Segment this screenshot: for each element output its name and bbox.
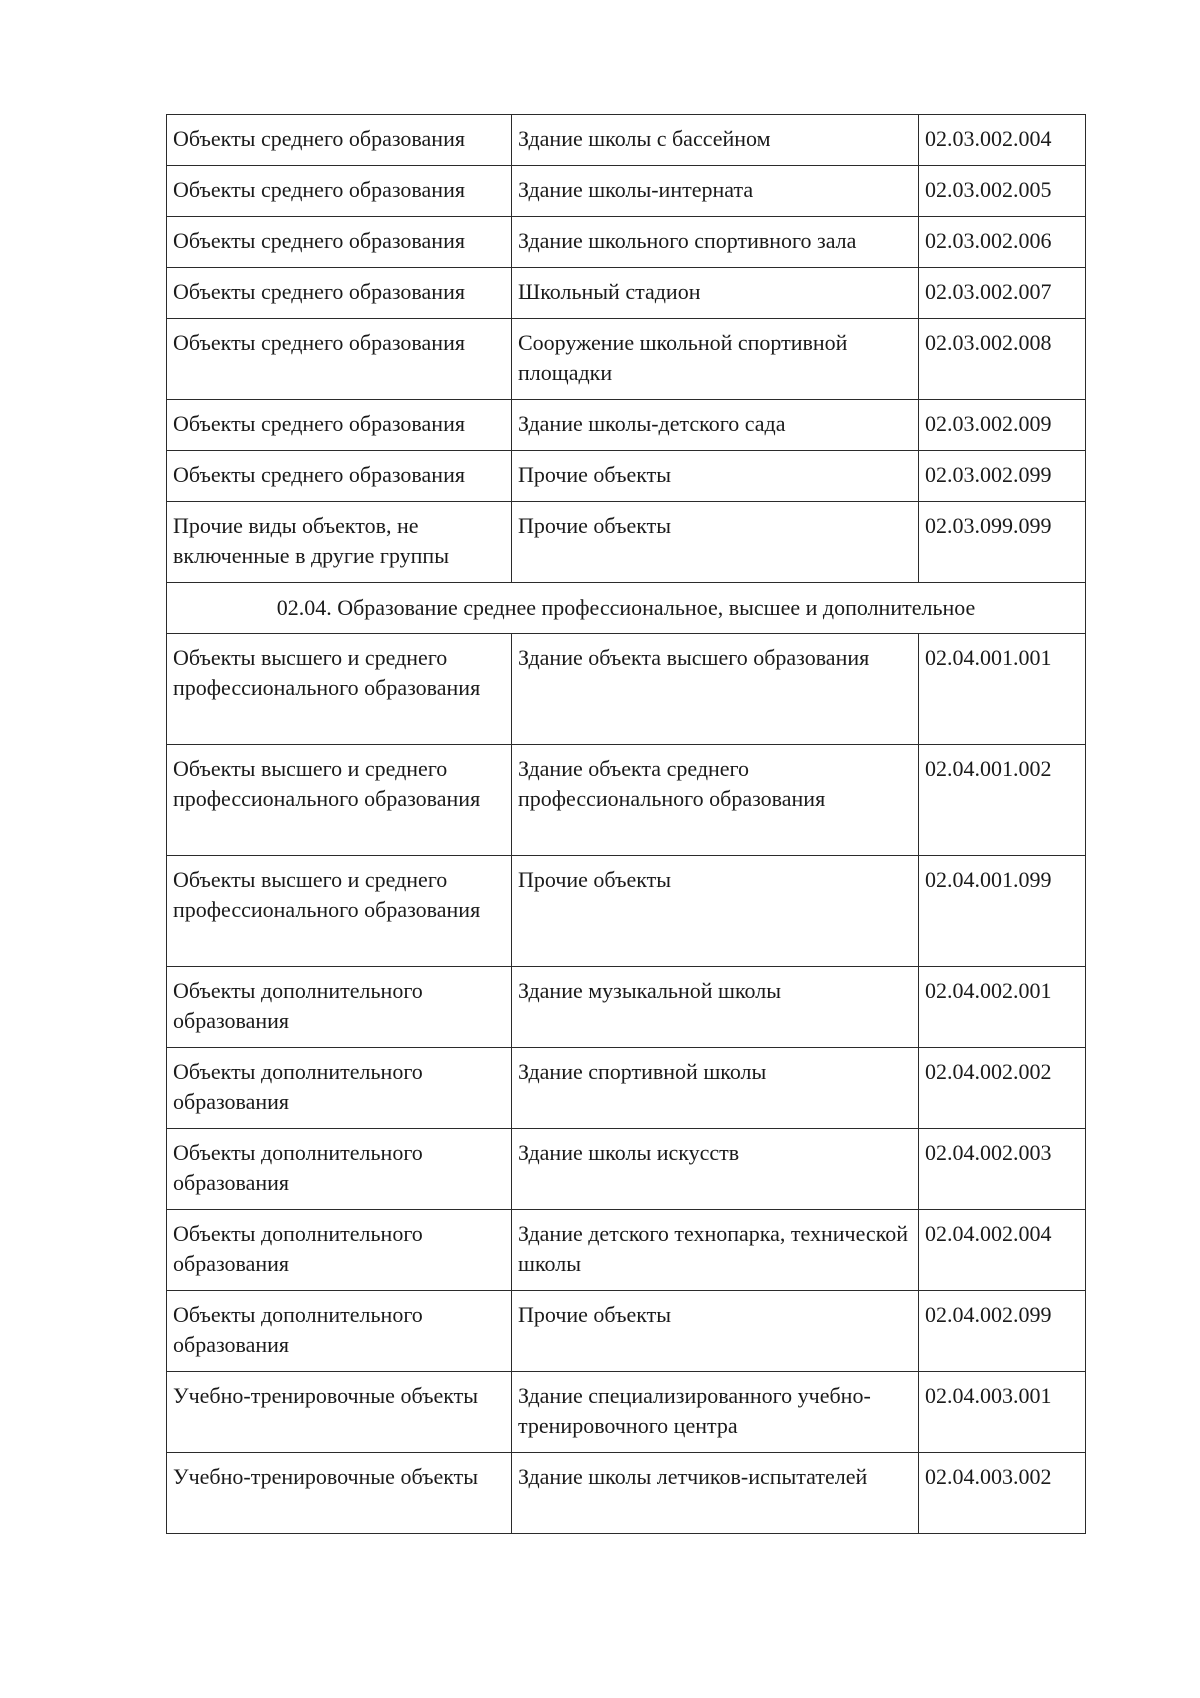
object-code-cell: 02.03.099.099 [919,502,1086,583]
object-code-cell: 02.03.002.004 [919,115,1086,166]
table-row [167,451,1086,502]
object-code-cell: 02.03.002.006 [919,217,1086,268]
object-name-cell: Здание школы-интерната [512,166,919,217]
table-row [167,400,1086,451]
table-row [167,1048,1086,1129]
category-cell: Объекты дополнительного образования [167,1291,512,1372]
object-code-cell: 02.04.002.099 [919,1291,1086,1372]
category-cell: Объекты среднего образования [167,268,512,319]
object-name-cell: Здание специализированного учебно-тренировочного центра [512,1372,919,1453]
table-row [167,1291,1086,1372]
section-header-row [167,583,1086,634]
table-row [167,502,1086,583]
category-cell: Объекты среднего образования [167,217,512,268]
object-name-cell: Здание детского технопарка, технической школы [512,1210,919,1291]
object-name-cell: Здание школы-детского сада [512,400,919,451]
category-cell: Объекты высшего и среднего профессионального образования [167,634,512,745]
object-code-cell: 02.03.002.007 [919,268,1086,319]
category-cell: Объекты дополнительного образования [167,1210,512,1291]
object-name-cell: Здание школы с бассейном [512,115,919,166]
object-code-cell: 02.04.002.004 [919,1210,1086,1291]
object-name-cell: Здание школьного спортивного зала [512,217,919,268]
category-cell: Объекты дополнительного образования [167,1048,512,1129]
object-name-cell: Прочие объекты [512,1291,919,1372]
table-row [167,217,1086,268]
object-name-cell: Сооружение школьной спортивной площадки [512,319,919,400]
object-name-cell: Прочие объекты [512,451,919,502]
object-code-cell: 02.03.002.099 [919,451,1086,502]
table-row [167,856,1086,967]
object-code-cell: 02.03.002.005 [919,166,1086,217]
category-cell: Учебно-тренировочные объекты [167,1453,512,1534]
table-row [167,166,1086,217]
table-row [167,1210,1086,1291]
category-cell: Учебно-тренировочные объекты [167,1372,512,1453]
table-row [167,319,1086,400]
object-code-cell: 02.03.002.009 [919,400,1086,451]
category-cell: Объекты дополнительного образования [167,1129,512,1210]
table-row [167,1372,1086,1453]
object-code-cell: 02.04.003.001 [919,1372,1086,1453]
category-cell: Объекты среднего образования [167,115,512,166]
classification-table [166,114,1086,1534]
table-row [167,745,1086,856]
object-name-cell: Здание музыкальной школы [512,967,919,1048]
object-code-cell: 02.04.002.001 [919,967,1086,1048]
table-body [167,115,1086,1534]
table-row [167,115,1086,166]
category-cell: Объекты среднего образования [167,319,512,400]
object-name-cell: Здание объекта высшего образования [512,634,919,745]
category-cell: Объекты среднего образования [167,400,512,451]
object-code-cell: 02.03.002.008 [919,319,1086,400]
object-code-cell: 02.04.002.003 [919,1129,1086,1210]
category-cell: Объекты высшего и среднего профессионального образования [167,745,512,856]
section-title: 02.04. Образование среднее профессиональное, высшее и дополнительное [167,583,1086,634]
object-name-cell: Здание спортивной школы [512,1048,919,1129]
category-cell: Прочие виды объектов, не включенные в другие группы [167,502,512,583]
object-name-cell: Прочие объекты [512,502,919,583]
table-row [167,1129,1086,1210]
table-row [167,634,1086,745]
category-cell: Объекты дополнительного образования [167,967,512,1048]
object-name-cell: Здание школы искусств [512,1129,919,1210]
object-code-cell: 02.04.003.002 [919,1453,1086,1534]
category-cell: Объекты высшего и среднего профессионального образования [167,856,512,967]
object-code-cell: 02.04.001.001 [919,634,1086,745]
object-code-cell: 02.04.001.002 [919,745,1086,856]
category-cell: Объекты среднего образования [167,166,512,217]
object-name-cell: Здание школы летчиков-испытателей [512,1453,919,1534]
table-row [167,268,1086,319]
object-name-cell: Прочие объекты [512,856,919,967]
category-cell: Объекты среднего образования [167,451,512,502]
table-row [167,1453,1086,1534]
object-name-cell: Школьный стадион [512,268,919,319]
object-code-cell: 02.04.001.099 [919,856,1086,967]
object-code-cell: 02.04.002.002 [919,1048,1086,1129]
object-name-cell: Здание объекта среднего профессионального образования [512,745,919,856]
table-row [167,967,1086,1048]
